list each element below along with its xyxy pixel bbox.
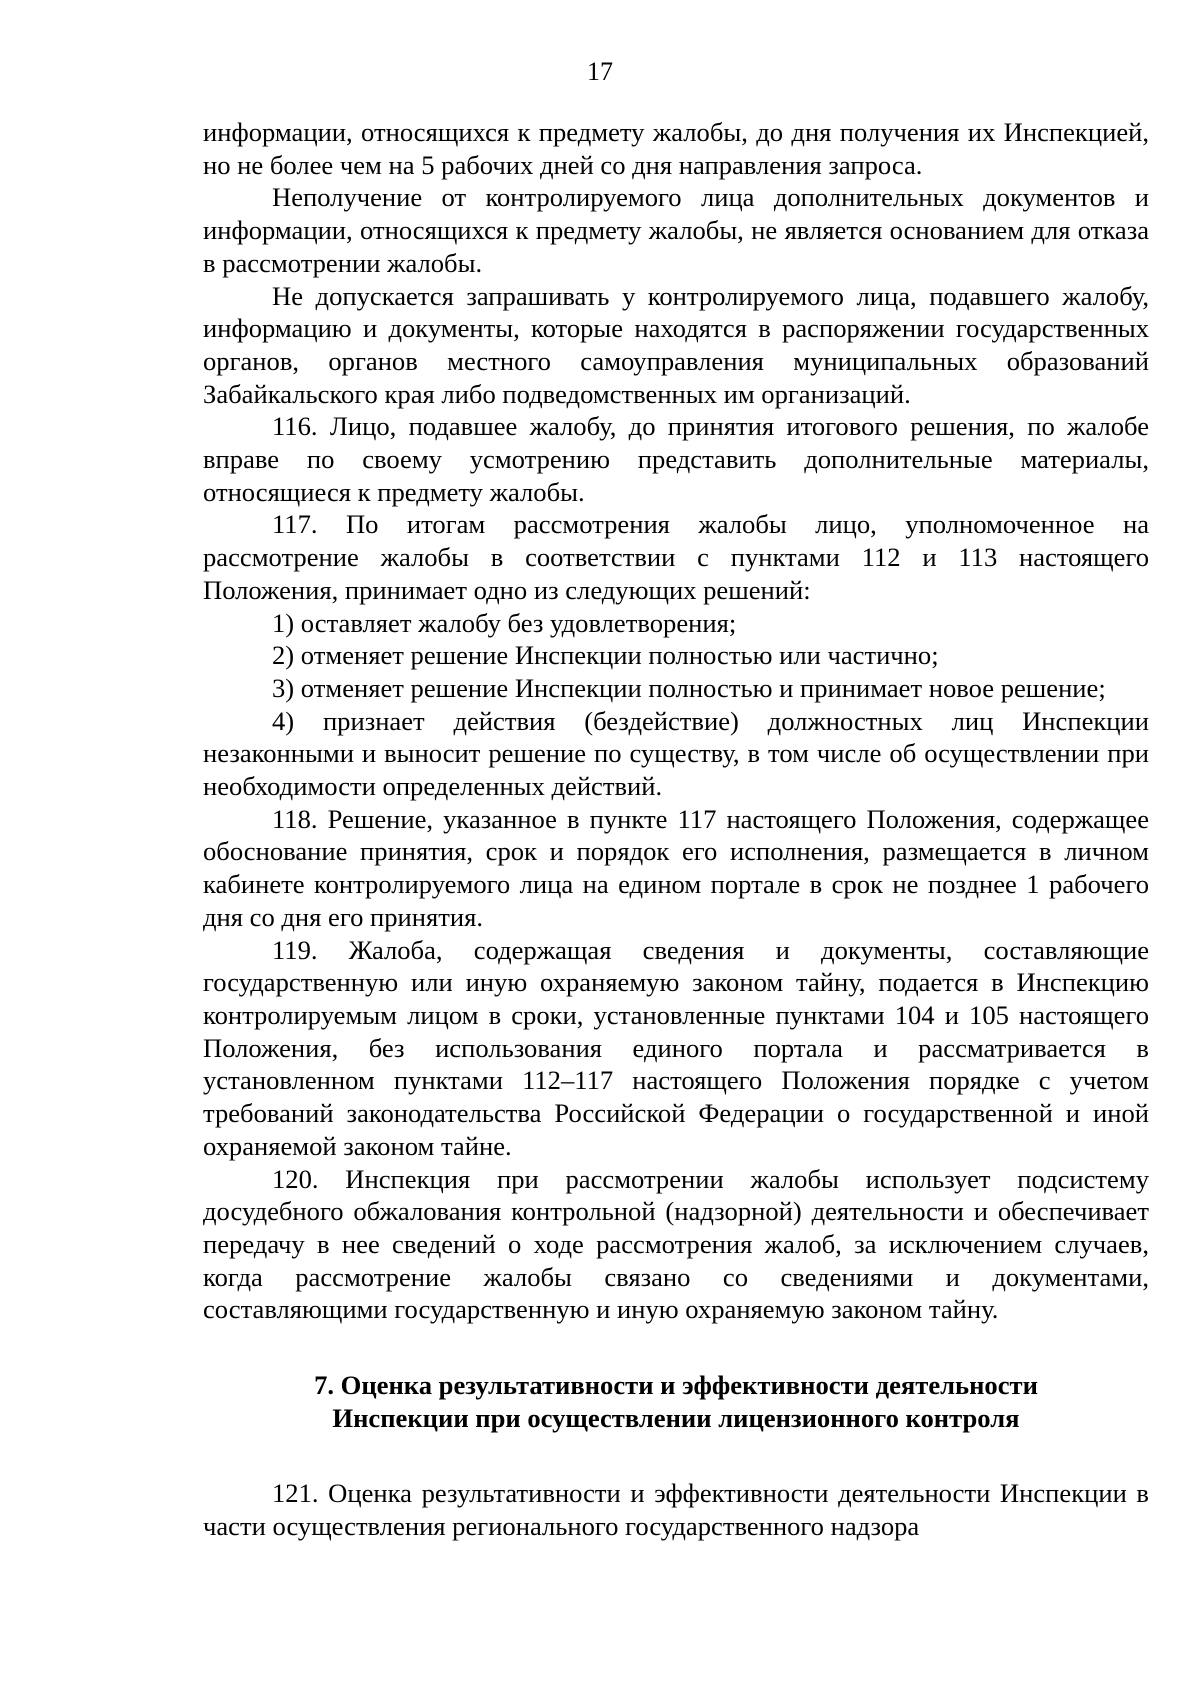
paragraph: 120. Инспекция при рассмотрении жалобы использует подсистему досудебного обжалования контрольной (надзорной) деятельности и обеспечивает передачу в нее сведений о ходе рассмотрения жалоб, за исключением случаев, когда рассмотрение жалобы связано со сведениями и документами, составляющими государственную и иную охраняемую законом тайну.: [203, 1163, 1149, 1325]
paragraph: 2) отменяет решение Инспекции полностью или частично;: [272, 640, 939, 671]
paragraph: 121. Оценка результативности и эффективности деятельности Инспекции в части осуществления регионального государственного надзора: [203, 1478, 1149, 1541]
paragraph: 119. Жалоба, содержащая сведения и документы, составляющие государственную или иную охраняемую законом тайну, подается в Инспекцию контролируемым лицом в сроки, установленные пунктами 104 и 105 настоящего Положения, без использования единого портала и рассматривается в установленном пунктами 112–117 настоящего Положения порядке с учетом требований законодательства Российской Федерации о государственной и иной охраняемой законом тайне.: [203, 934, 1149, 1161]
paragraph: 1) оставляет жалобу без удовлетворения;: [272, 607, 737, 638]
paragraph: Не допускается запрашивать у контролируемого лица, подавшего жалобу, информацию и документы, которые находятся в распоряжении государственных органов, органов местного самоуправления муниципальных образований Забайкальского края либо подведомственных им организаций.: [203, 280, 1149, 409]
paragraph: 4) признает действия (бездействие) должностных лиц Инспекции незаконными и выносит решение по существу, в том числе об осуществлении при необходимости определенных действий.: [203, 705, 1149, 802]
paragraph: Неполучение от контролируемого лица дополнительных документов и информации, относящихся к предмету жалобы, не является основанием для отказа в рассмотрении жалобы.: [203, 182, 1149, 278]
paragraphs-before-heading: [203, 116, 1149, 1326]
paragraph: информации, относящихся к предмету жалобы, до дня получения их Инспекцией, но не более чем на 5 рабочих дней со дня направления запроса.: [203, 117, 1149, 180]
paragraph: 118. Решение, указанное в пункте 117 настоящего Положения, содержащее обоснование принятия, срок и порядок его исполнения, размещается в личном кабинете контролируемого лица на едином портале в срок не позднее 1 рабочего дня со дня его принятия.: [203, 803, 1149, 932]
paragraph: 3) отменяет решение Инспекции полностью и принимает новое решение;: [272, 672, 1106, 703]
paragraphs-after-heading: [203, 1477, 1149, 1542]
section-heading: [203, 1369, 1149, 1435]
section-heading-line-1: 7. Оценка результативности и эффективности деятельности: [314, 1370, 1038, 1401]
paragraph: 117. По итогам рассмотрения жалобы лицо, уполномоченное на рассмотрение жалобы в соответствии с пунктами 112 и 113 настоящего Положения, принимает одно из следующих решений:: [203, 509, 1149, 605]
page-number: 17: [587, 57, 613, 86]
document-body: [203, 116, 1149, 1542]
paragraph: 116. Лицо, подавшее жалобу, до принятия итогового решения, по жалобе вправе по своему усмотрению представить дополнительные материалы, относящиеся к предмету жалобы.: [203, 411, 1149, 507]
section-heading-line-2: Инспекции при осуществлении лицензионного контроля: [332, 1403, 1020, 1434]
